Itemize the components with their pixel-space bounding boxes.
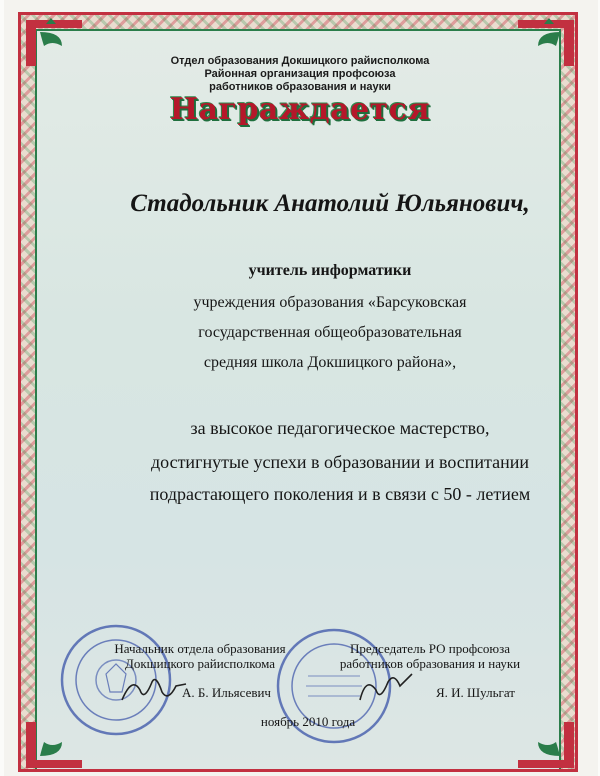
issuer-line-2: Районная организация профсоюза — [204, 68, 396, 80]
issuer-line-3: работников образования и науки — [209, 81, 391, 93]
reason-line-2: достигнутые успехи в образовании и воспитании — [150, 452, 530, 472]
right-signatory-name: Я. И. Шульгат — [436, 685, 515, 700]
left-signature — [118, 672, 190, 706]
right-signature — [356, 668, 416, 708]
right-signatory-title-2: работников образования и науки — [339, 656, 521, 671]
recipient-name: Стадольник Анатолий Юльянович, — [130, 190, 530, 217]
position-line-3: государственная общеобразовательная — [198, 324, 462, 341]
reason-line-3: подрастающего поколения и в связи с 50 - летием — [149, 484, 531, 504]
left-signatory-title-1: Начальник отдела образования — [114, 641, 286, 656]
award-title: Награждается — [169, 92, 431, 127]
position-line-1: учитель информатики — [248, 262, 412, 279]
position-line-2: учреждения образования «Барсуковская — [193, 294, 467, 311]
position-line-4: средняя школа Докшицкого района», — [203, 354, 457, 371]
left-signatory-title-2: Докшицкого райисполкома — [124, 656, 276, 671]
reason-line-1: за высокое педагогическое мастерство, — [190, 418, 490, 438]
left-signatory-name: А. Б. Ильясевич — [182, 685, 271, 700]
right-signatory-title-1: Председатель РО профсоюза — [349, 641, 511, 656]
issue-date: ноябрь 2010 года — [260, 714, 356, 729]
issuer-line-1: Отдел образования Докшицкого райисполкома — [170, 55, 430, 67]
